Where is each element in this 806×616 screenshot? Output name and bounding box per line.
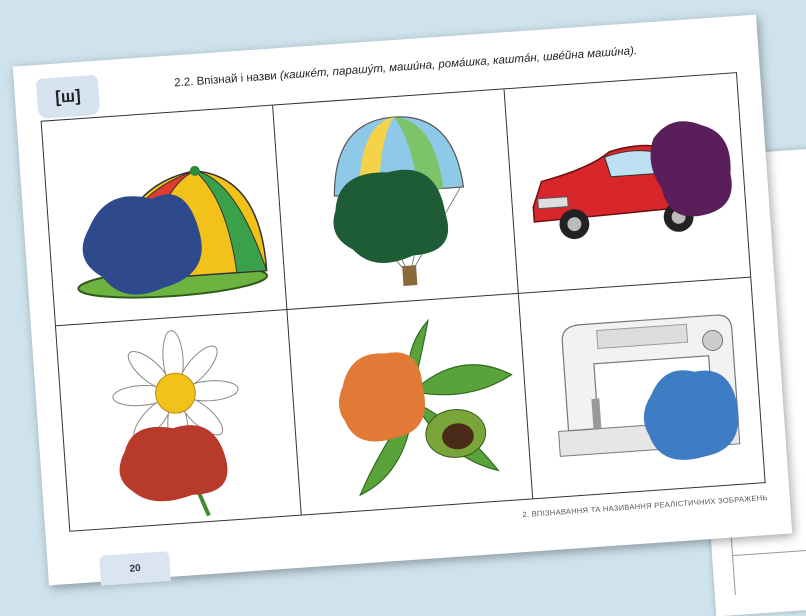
picture-cell-daisy[interactable] <box>56 310 302 531</box>
parachute-icon <box>273 89 518 309</box>
page-number: 20 <box>99 551 171 586</box>
picture-cell-parachute[interactable] <box>273 89 519 310</box>
chestnut-icon <box>287 294 532 515</box>
task-words: (кашкéт, парашýт, маши́на, ромáшка, каштáн, швéйна маши́на). <box>279 45 638 82</box>
picture-cell-sewing-machine[interactable] <box>519 278 765 499</box>
sewing-machine-icon <box>519 278 765 499</box>
task-number: 2.2. <box>173 76 194 90</box>
picture-cell-car[interactable] <box>505 73 751 294</box>
task-text: Впізнай і назви <box>196 70 278 88</box>
picture-grid <box>41 72 766 532</box>
task-instruction <box>174 45 638 89</box>
picture-cell-chestnut[interactable] <box>287 294 533 515</box>
section-footer: 2. ВПІЗНАВАННЯ ТА НАЗИВАННЯ РЕАЛІСТИЧНИХ ЗОБРАЖЕНЬ <box>522 493 768 520</box>
cap-icon <box>42 106 287 326</box>
background-page-line <box>732 547 806 556</box>
car-icon <box>505 73 751 293</box>
picture-cell-cap[interactable] <box>42 106 288 327</box>
daisy-icon <box>56 310 301 531</box>
sound-label-tab: [ш] <box>36 75 101 119</box>
color-blob <box>336 350 428 444</box>
workbook-page <box>13 15 792 586</box>
